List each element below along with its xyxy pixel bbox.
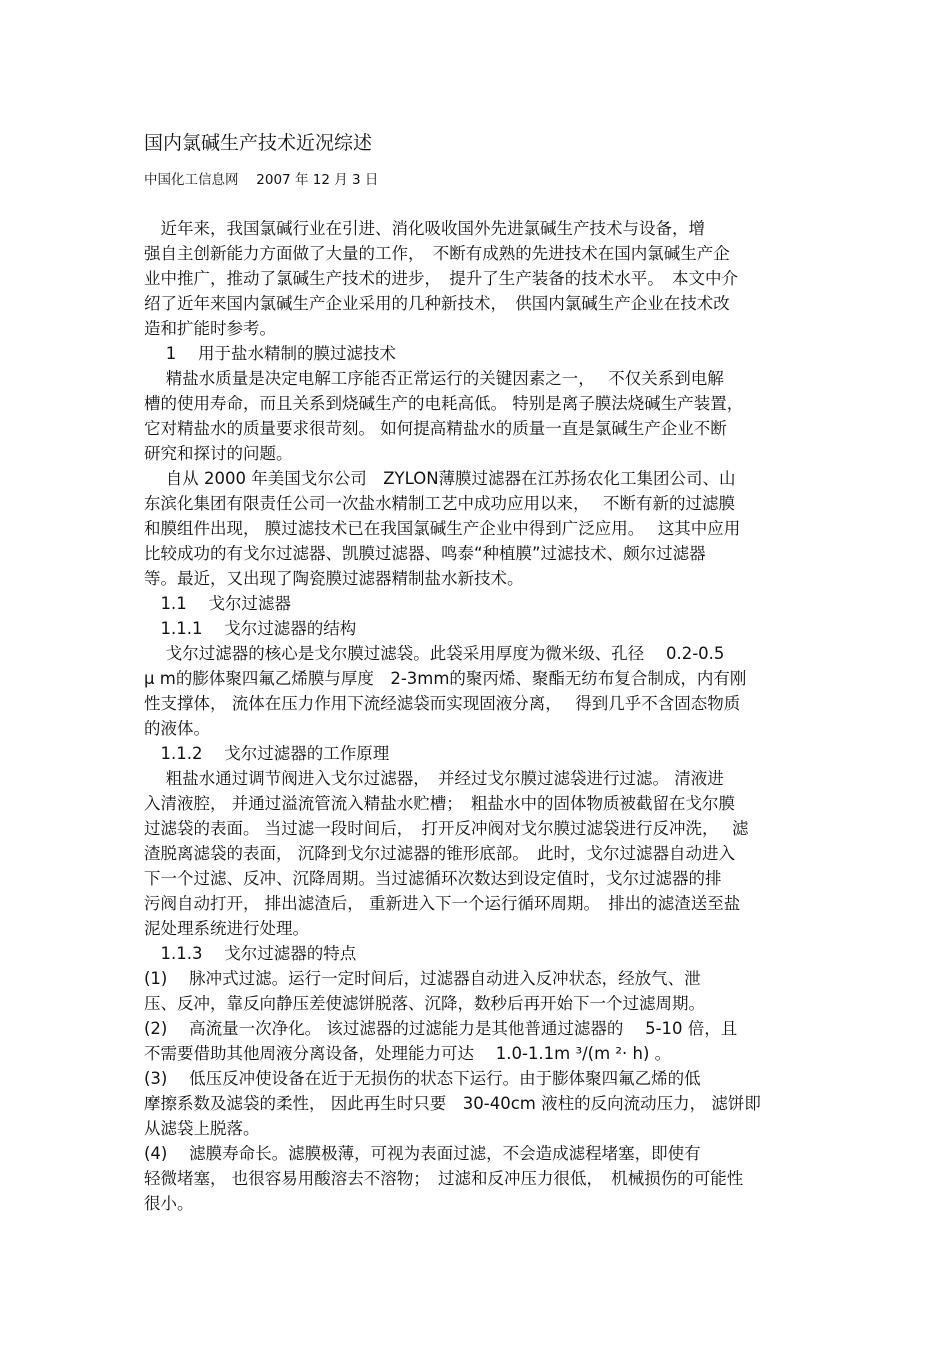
list-item-line: 轻微堵塞， 也很容易用酸溶去不溶物； 过滤和反冲压力很低， 机械损伤的可能性 (144, 1169, 744, 1188)
list-item-line: (3) 低压反冲使设备在近于无损伤的状态下运行。由于膨体聚四氟乙烯的低 (144, 1069, 701, 1088)
section-heading: 1.1.1 戈尔过滤器的结构 (144, 619, 357, 638)
list-item-line: 压、反冲，靠反向静压差使滤饼脱落、沉降，数秒后再开始下一个过滤周期。 (144, 994, 705, 1013)
source-date-line: 中国化工信息网 2007 年 12 月 3 日 (144, 172, 379, 188)
paragraph-line: μ m的膨体聚四氟乙烯膜与厚度 2-3mm的聚丙烯、聚酯无纺布复合制成，内有刚 (144, 669, 747, 688)
paragraph-line: 强自主创新能力方面做了大量的工作， 不断有成熟的先进技术在国内氯碱生产企 (144, 244, 730, 263)
section-heading: 1.1 戈尔过滤器 (144, 594, 291, 613)
paragraph-line: 入清液腔， 并通过溢流管流入精盐水贮槽； 粗盐水中的固体物质被截留在戈尔膜 (144, 794, 735, 813)
page-title: 国内氯碱生产技术近况综述 (144, 132, 373, 154)
paragraph-line: 槽的使用寿命，而且关系到烧碱生产的电耗高低。 特别是离子膜法烧碱生产装置， (144, 394, 744, 413)
paragraph-line: 业中推广，推动了氯碱生产技术的进步， 提升了生产装备的技术水平。 本文中介 (144, 269, 738, 288)
list-item-line: 不需要借助其他周液分离设备，处理能力可达 1.0-1.1m ³/(m ²· h) 。 (144, 1044, 672, 1063)
paragraph-line: 东滨化集团有限责任公司一次盐水精制工艺中成功应用以来， 不断有新的过滤膜 (144, 494, 735, 513)
list-item-line: 摩擦系数及滤袋的柔性， 因此再生时只要 30-40cm 液柱的反向流动压力， 滤饼即 (144, 1094, 761, 1113)
paragraph-line: 近年来，我国氯碱行业在引进、消化吸收国外先进氯碱生产技术与设备，增 (144, 219, 705, 238)
paragraph-line: 比较成功的有戈尔过滤器、凯膜过滤器、鸣泰“种植膜”过滤技术、颇尔过滤器 (144, 544, 706, 563)
paragraph-line: 性支撑体， 流体在压力作用下流经滤袋而实现固液分离， 得到几乎不含固态物质 (144, 694, 741, 713)
paragraph-line: 泥处理系统进行处理。 (144, 919, 309, 938)
list-item-line: (2) 高流量一次净化。 该过滤器的过滤能力是其他普通过滤器的 5-10 倍，且 (144, 1019, 738, 1038)
paragraph-line: 它对精盐水的质量要求很苛刻。 如何提高精盐水的质量一直是氯碱生产企业不断 (144, 419, 727, 438)
paragraph-line: 粗盐水通过调节阀进入戈尔过滤器， 并经过戈尔膜过滤袋进行过滤。 清液进 (144, 769, 724, 788)
paragraph-line: 戈尔过滤器的核心是戈尔膜过滤袋。此袋采用厚度为微米级、孔径 0.2-0.5 (144, 644, 725, 663)
paragraph-line: 自从 2000 年美国戈尔公司 ZYLON薄膜过滤器在江苏扬农化工集团公司、山 (144, 469, 736, 488)
paragraph-line: 研究和探讨的问题。 (144, 444, 293, 463)
paragraph-line: 绍了近年来国内氯碱生产企业采用的几种新技术， 供国内氯碱生产企业在技术改 (144, 294, 730, 313)
paragraph-line: 和膜组件出现， 膜过滤技术已在我国氯碱生产企业中得到广泛应用。 这其中应用 (144, 519, 741, 538)
paragraph-line: 的液体。 (144, 719, 210, 738)
paragraph-line: 下一个过滤、反冲、沉降周期。当过滤循环次数达到设定值时，戈尔过滤器的排 (144, 869, 722, 888)
paragraph-line: 渣脱离滤袋的表面， 沉降到戈尔过滤器的锥形底部。 此时，戈尔过滤器自动进入 (144, 844, 735, 863)
paragraph-line: 等。最近，又出现了陶瓷膜过滤器精制盐水新技术。 (144, 569, 524, 588)
paragraph-line: 过滤袋的表面。 当过滤一段时间后， 打开反冲阀对戈尔膜过滤袋进行反冲洗， 滤 (144, 819, 749, 838)
section-heading: 1.1.2 戈尔过滤器的工作原理 (144, 744, 390, 763)
list-item-line: (1) 脉冲式过滤。运行一定时间后，过滤器自动进入反冲状态，经放气、泄 (144, 969, 701, 988)
list-item-line: 从滤袋上脱落。 (144, 1119, 260, 1138)
paragraph-line: 造和扩能时参考。 (144, 319, 276, 338)
list-item-line: (4) 滤膜寿命长。滤膜极薄，可视为表面过滤，不会造成滤程堵塞，即使有 (144, 1144, 701, 1163)
section-heading: 1.1.3 戈尔过滤器的特点 (144, 944, 357, 963)
paragraph-line: 污阀自动打开， 排出滤渣后， 重新进入下一个运行循环周期。 排出的滤渣送至盐 (144, 894, 741, 913)
paragraph-line: 精盐水质量是决定电解工序能否正常运行的关键因素之一， 不仅关系到电解 (144, 369, 724, 388)
section-heading: 1 用于盐水精制的膜过滤技术 (144, 344, 396, 363)
list-item-line: 很小。 (144, 1194, 194, 1213)
